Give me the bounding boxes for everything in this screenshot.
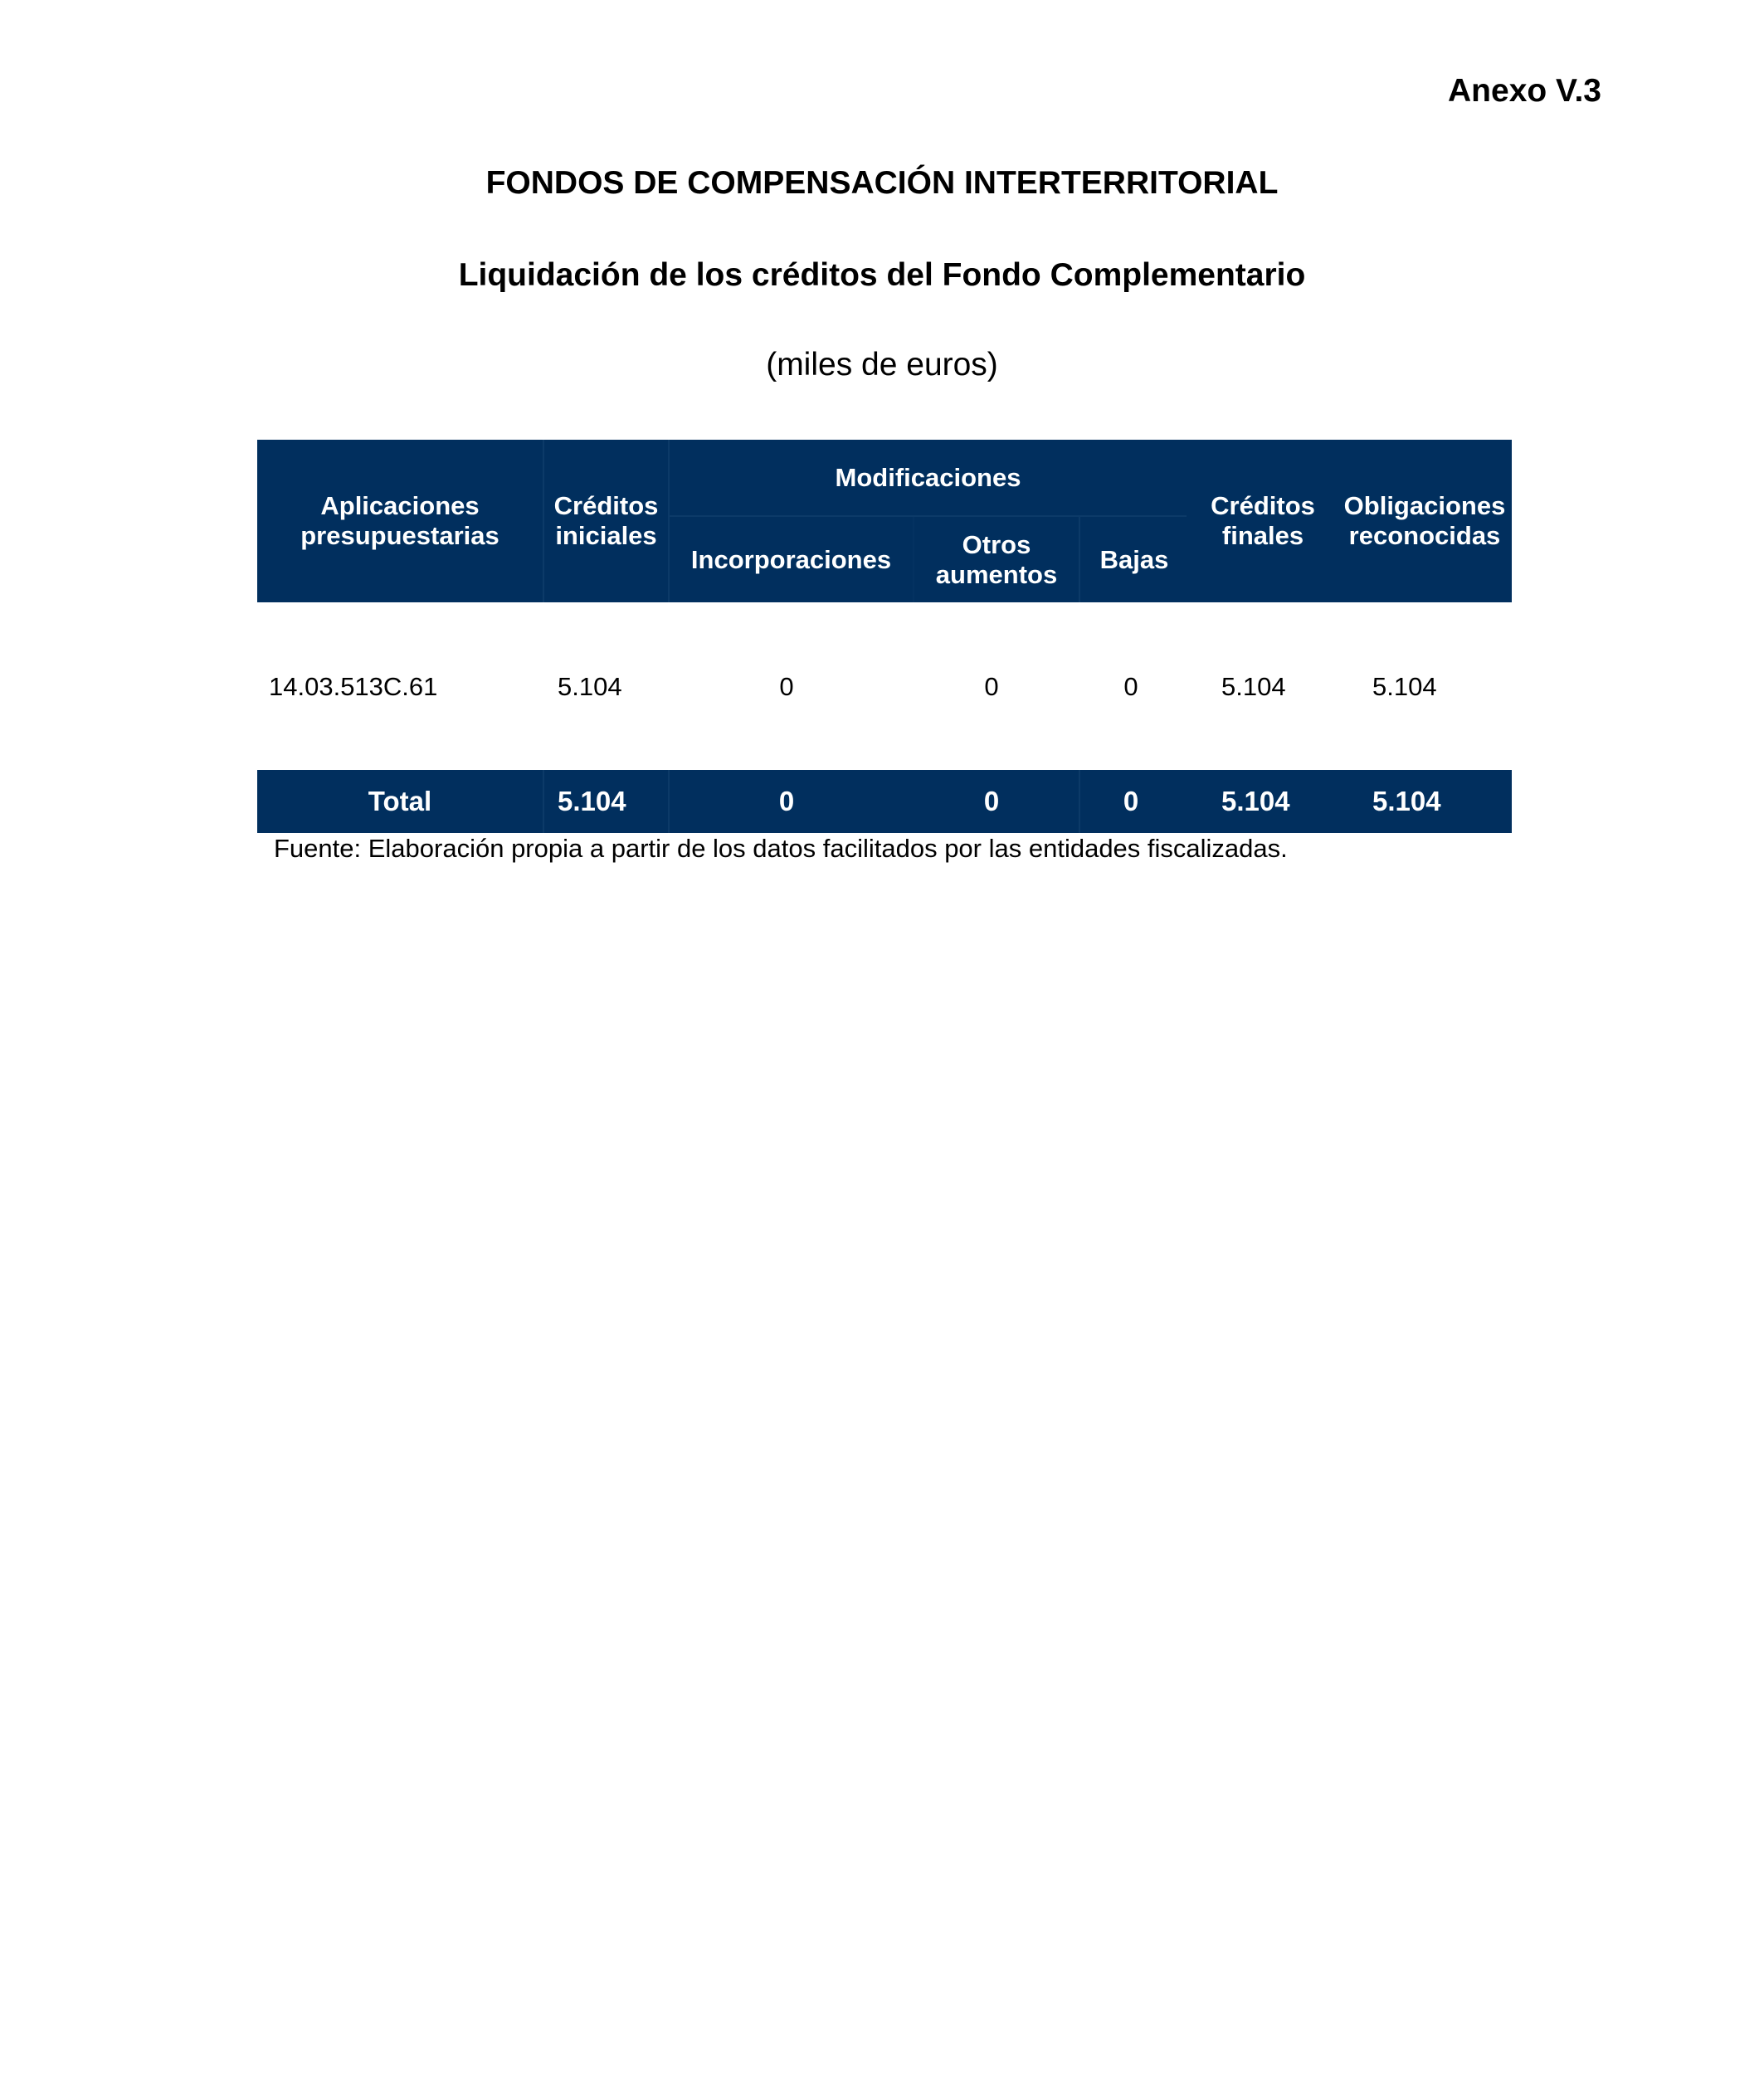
header-otros-aumentos: [914, 517, 1079, 602]
total-row: [257, 770, 1512, 833]
cell-aplicacion: 14.03.513C.61: [269, 672, 438, 701]
annex-label: Anexo V.3: [1448, 73, 1601, 109]
cell-creditos-iniciales: 5.104: [558, 672, 622, 701]
header-creditos-iniciales: [544, 440, 668, 602]
header-aplicaciones-line2: presupuestarias: [300, 521, 499, 550]
total-divider: [1079, 770, 1080, 833]
header-incorporaciones: Incorporaciones: [690, 544, 892, 574]
total-obligaciones: 5.104: [1372, 786, 1441, 816]
cell-otros-aumentos: 0: [984, 672, 999, 701]
header-creditos-iniciales-line1: Créditos: [553, 491, 659, 520]
total-incorporaciones: 0: [778, 786, 795, 816]
header-creditos-finales: [1188, 440, 1338, 602]
total-creditos-finales: 5.104: [1221, 786, 1290, 816]
header-modificaciones: Modificaciones: [835, 462, 1021, 492]
header-obligaciones-line1: Obligaciones: [1343, 491, 1506, 520]
header-aplicaciones: [257, 440, 543, 602]
total-creditos-iniciales: 5.104: [558, 786, 626, 816]
cell-creditos-finales: 5.104: [1221, 672, 1286, 701]
header-otros-aumentos-line1: Otros: [962, 529, 1031, 559]
header-creditos-finales-line1: Créditos: [1211, 491, 1315, 520]
cell-bajas: 0: [1123, 672, 1138, 701]
source-note: Fuente: Elaboración propia a partir de los datos facilitados por las entidades fiscalizadas.: [274, 834, 1288, 863]
page-title: FONDOS DE COMPENSACIÓN INTERTERRITORIAL: [485, 165, 1279, 201]
total-divider: [668, 770, 670, 833]
header-obligaciones: [1338, 440, 1512, 602]
total-otros-aumentos: 0: [983, 786, 1000, 816]
cell-incorporaciones: 0: [779, 672, 794, 701]
page-subtitle: Liquidación de los créditos del Fondo Complementario: [458, 257, 1306, 293]
units-label: (miles de euros): [766, 347, 998, 382]
total-label: Total: [368, 786, 432, 816]
total-bajas: 0: [1123, 786, 1139, 816]
header-obligaciones-line2: reconocidas: [1348, 521, 1501, 550]
header-creditos-finales-line2: finales: [1221, 521, 1304, 550]
header-aplicaciones-line1: Aplicaciones: [320, 491, 480, 520]
header-creditos-iniciales-line2: iniciales: [555, 521, 657, 550]
header-otros-aumentos-line2: aumentos: [935, 559, 1058, 589]
cell-obligaciones: 5.104: [1372, 672, 1437, 701]
header-bajas: Bajas: [1099, 544, 1169, 574]
table-header: [257, 440, 1512, 602]
total-divider: [543, 770, 544, 833]
